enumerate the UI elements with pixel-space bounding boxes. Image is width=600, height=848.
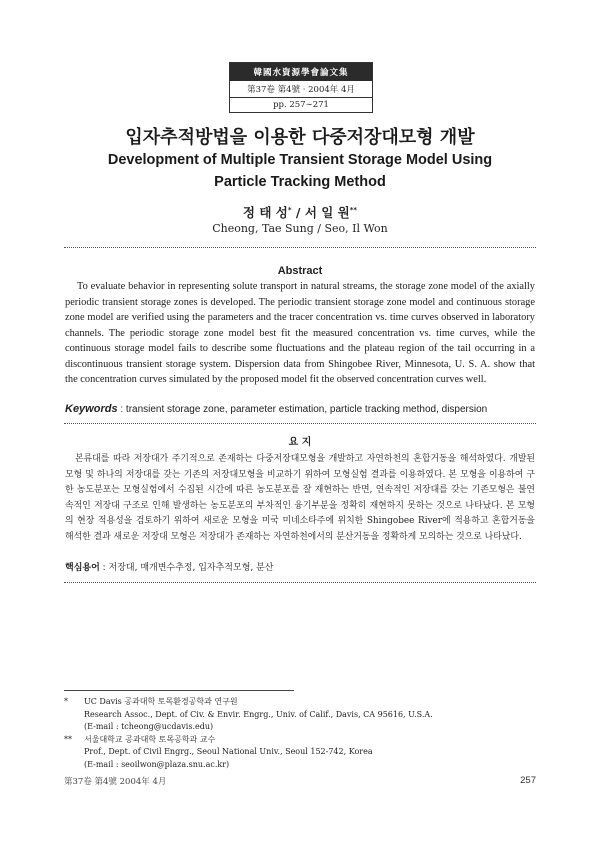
footnote-2 bbox=[64, 734, 534, 772]
abstract-heading: Abstract bbox=[277, 265, 323, 277]
journal-header-box bbox=[229, 62, 373, 113]
summary-text: 본류대를 따라 저장대가 주기적으로 존재하는 다중저장대모형을 개발하고 자연하천의 혼합거동을 해석하였다. 개발된 모형 및 하나의 저장대를 갖는 기존의 저장대모형을 비교하기 위하여 모형실험 결과를 이용하였다. 본 모형을 이용하여 구한 농도분포는 모형실험에서 수집된 시간에 따른 농도분포를 잘 재현하는 반면, 연속적인 저장대를 갖는 기존모형은 불연속적인 저장대 구조로 인해 발생하는 농도분포의 부차적인 융기부분을 정확히 재현하지 못하는 것으로 나타났다. 본 모형의 현장 적용성을 검토하기 위하여 새로운 모형을 미국 미네소타주에 위치한 Shingobee River에 적용하고 혼합거동을 해석한 결과 새로운 저장대 모형은 저장대가 존재하는 자연하천에서의 분산거동을 정확하게 모의하는 것으로 나타났다. bbox=[65, 454, 535, 542]
footer-issue: 第37卷 第4號 2004年 4月 bbox=[64, 777, 167, 787]
footnote-rule bbox=[64, 690, 294, 691]
keywords-label: Keywords bbox=[65, 403, 118, 415]
divider-bottom bbox=[64, 582, 536, 583]
footnote-2-mark: ** bbox=[64, 734, 72, 744]
title-english bbox=[0, 149, 600, 193]
footnotes bbox=[64, 696, 534, 771]
keywords-korean-text: : 저장대, 매개변수추정, 입자추적모형, 분산 bbox=[99, 563, 274, 573]
authors-english: Cheong, Tae Sung / Seo, Il Won bbox=[212, 222, 388, 235]
author-separator: / bbox=[291, 205, 305, 220]
divider-top bbox=[64, 247, 536, 248]
title-english-line1: Development of Multiple Transient Storage Model Using bbox=[107, 152, 493, 168]
author-second: 서 일 원 bbox=[304, 205, 350, 220]
footnote-1-email: (E-mail : tcheong@ucdavis.edu) bbox=[84, 722, 214, 731]
footnote-1-affiliation-en: Research Assoc., Dept. of Civ. & Envir. Engrg., Univ. of Calif., Davis, CA 95616, U.S.A. bbox=[84, 709, 433, 719]
title-english-line2: Particle Tracking Method bbox=[214, 174, 386, 190]
journal-name: 韓國水資源學會論文集 bbox=[230, 63, 372, 81]
divider-middle bbox=[64, 423, 536, 424]
footnote-1 bbox=[64, 696, 534, 734]
abstract-text: To evaluate behavior in representing solute transport in natural streams, the storage zone model of the axially periodic transient storage zones is developed. The periodic transient storage zone model and continuous storage zone model are verified using the parameters and the tracer concentration vs. time curves observed in laboratory channels. The periodic storage zone model best fit the measured concentration vs. time curves, while the continuous storage model fails to describe some fluctuations and the plateau region of the tail occurring in a discontinuous transient storage system. Dispersion data from Shingobee River, Minnesota, U. S. A. show that the concentration curves simulated by the proposed model fit the observed concentration curves well. bbox=[65, 281, 535, 385]
keywords bbox=[65, 403, 535, 415]
journal-issue: 第37卷 第4號 · 2004年 4月 bbox=[230, 81, 372, 98]
summary-heading: 요 지 bbox=[288, 437, 312, 448]
keywords-text: : transient storage zone, parameter estimation, particle tracking method, dispersion bbox=[117, 404, 488, 415]
author-second-mark: ** bbox=[349, 205, 358, 214]
author-first: 정 태 성 bbox=[242, 205, 288, 220]
footnote-2-email: (E-mail : seoilwon@plaza.snu.ac.kr) bbox=[84, 759, 230, 769]
footnote-1-affiliation-ko: UC Davis 공과대학 토목환경공학과 연구원 bbox=[84, 697, 238, 706]
author-first-mark: * bbox=[287, 205, 292, 214]
title-korean: 입자추적방법을 이용한 다중저장대모형 개발 bbox=[125, 127, 475, 148]
keywords-korean bbox=[65, 560, 535, 573]
footer-page-number: 257 bbox=[520, 775, 536, 786]
journal-pages: pp. 257∼271 bbox=[273, 100, 329, 110]
authors-korean bbox=[0, 203, 600, 221]
footnote-2-affiliation-en: Prof., Dept. of Civil Engrg., Seoul National Univ., Seoul 152-742, Korea bbox=[84, 747, 373, 756]
footnote-1-mark: * bbox=[64, 697, 68, 706]
footnote-2-affiliation-ko: 서울대학교 공과대학 토목공학과 교수 bbox=[84, 734, 216, 744]
keywords-korean-label: 핵심용어 bbox=[65, 563, 100, 573]
